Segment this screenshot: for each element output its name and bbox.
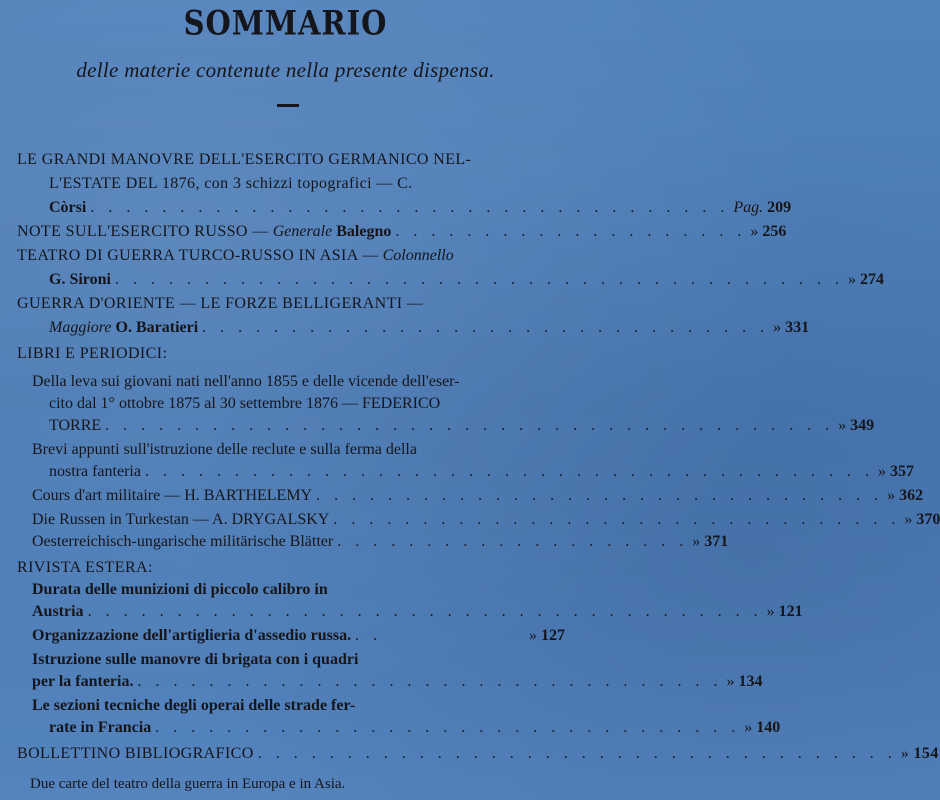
page-subtitle: delle materie contenute nella presente dispensa. [76, 58, 495, 82]
rivista-item-3-line2: per la fanteria. [32, 673, 134, 690]
leader-dots: . . . . . . . . . . . . . . . . . . . . . . . . . . . . . . . . . . . . . . . . . [105, 417, 835, 434]
entry-3-line1-row [17, 246, 565, 266]
rivista-item-4-page: 140 [756, 719, 781, 736]
rivista-item-1-page-prefix: » [766, 603, 775, 620]
entry-1-line2: L'ESTATE DEL 1876, con 3 schizzi topografici — C. [49, 175, 413, 192]
entry-4-page: 331 [785, 319, 810, 336]
libri-item-2-page: 357 [889, 463, 914, 480]
entry-4-title: GUERRA D'ORIENTE — LE FORZE BELLIGERANTI — [17, 295, 424, 312]
bollettino-page-prefix: » [900, 745, 910, 762]
title-divider [277, 104, 299, 107]
rivista-item-1-row [32, 602, 803, 622]
entry-3-title: TEATRO DI GUERRA TURCO-RUSSO IN ASIA — [17, 247, 379, 264]
libri-item-5-title: Oesterreichisch-ungarische militärische Blätter [32, 533, 334, 550]
leader-dots: . . . . . . . . . . . . . . . . . . . . . . . . . . . . . . . . [316, 487, 884, 504]
entry-4-rank: Maggiore [49, 319, 112, 336]
rivista-item-4-page-prefix: » [744, 719, 753, 736]
leader-dots: . . . . . . . . . . . . . . . . . . . . [395, 223, 747, 240]
bollettino-page: 154 [913, 745, 939, 762]
leader-dots: . . . . . . . . . . . . . . . . . . . . . . . . . . . . . . . . . . . . [90, 199, 730, 216]
libri-item-4-page-prefix: » [904, 511, 913, 528]
entry-2-row [17, 222, 787, 242]
entry-3-author-row [49, 270, 884, 290]
libri-item-1-row [49, 416, 875, 436]
entry-4-author: O. Baratieri [115, 319, 199, 336]
rivista-item-4-line2: rate in Francia [49, 719, 152, 736]
libri-item-2-row [49, 462, 914, 482]
leader-dots: . . . . . . . . . . . . . . . . . . . . . . . . . . . . . . . . . . . . . . . . . [114, 271, 844, 288]
libri-item-3-row [32, 486, 924, 506]
libri-item-5-page-prefix: » [692, 533, 701, 550]
libri-item-4-title: Die Russen in Turkestan — A. DRYGALSKY [32, 511, 330, 528]
rivista-item-4-row [49, 718, 781, 738]
entry-2-author: Balegno [336, 223, 392, 240]
libri-item-3-page-prefix: » [887, 487, 896, 504]
rivista-item-1-page: 121 [778, 603, 803, 620]
libri-item-3-page: 362 [899, 487, 924, 504]
libri-item-1-page-prefix: » [838, 417, 847, 434]
bollettino-row [17, 744, 939, 764]
entry-2-title: NOTE SULL'ESERCITO RUSSO — [17, 223, 269, 240]
libri-item-2-page-prefix: » [877, 463, 886, 480]
leader-dots: . . . . . . . . . . . . . . . . . . . . . . . . . . . . . . . . . [137, 673, 723, 690]
rivista-item-2-page: 127 [541, 627, 565, 644]
libri-item-5-row [32, 532, 729, 552]
entry-2-rank: Generale [272, 223, 333, 240]
leader-dots: . . . . . . . . . . . . . . . . . . . . . . . . . . . . . . . . [202, 319, 770, 336]
libri-item-2-line2: nostra fanteria [49, 463, 141, 480]
entry-1-pag-label: Pag. [733, 199, 764, 216]
entry-1-line1: LE GRANDI MANOVRE DELL'ESERCITO GERMANICO NEL- [17, 151, 472, 168]
rivista-item-1-line2: Austria [32, 603, 84, 620]
rivista-heading: RIVISTA ESTERA: [17, 559, 153, 576]
page-title: SOMMARIO [183, 3, 388, 43]
rivista-item-2-row [32, 626, 565, 646]
libri-item-5-page: 371 [704, 533, 729, 550]
entry-1-author-row [49, 198, 792, 218]
footer-note: Due carte del teatro della guerra in Europa e in Asia. [30, 776, 346, 792]
leader-dots: . . . . . . . . . . . . . . . . . . . . . . . . . . . . . . . . . [155, 719, 741, 736]
rivista-item-3-line1: Istruzione sulle manovre di brigata con i quadri [32, 651, 359, 668]
rivista-item-2-page-prefix: » [529, 627, 537, 644]
rivista-item-3-row [32, 672, 763, 692]
libri-item-4-row [32, 510, 940, 530]
libri-item-1-line2: cito dal 1° ottobre 1875 al 30 settembre 1876 — FEDERICO [49, 395, 441, 412]
libri-item-1-line1: Della leva sui giovani nati nell'anno 1855 e delle vicende dell'eser- [32, 373, 460, 390]
libri-item-1-page: 349 [850, 417, 875, 434]
rivista-item-2-title: Organizzazione dell'artiglieria d'assedio russa. [32, 627, 352, 644]
rivista-item-3-page-prefix: » [726, 673, 735, 690]
rivista-item-3-page: 134 [738, 673, 763, 690]
rivista-item-4-line1: Le sezioni tecniche degli operai delle strade fer- [32, 697, 356, 714]
leader-dots: . . . . . . . . . . . . . . . . . . . . . . . . . . . . . . . . . . . . [257, 745, 897, 762]
entry-2-page-prefix: » [750, 223, 759, 240]
libri-heading: LIBRI E PERIODICI: [17, 345, 168, 362]
leader-dots: . . . . . . . . . . . . . . . . . . . . [337, 533, 689, 550]
entry-2-page: 256 [762, 223, 787, 240]
entry-3-rank: Colonnello [382, 247, 454, 264]
leader-dots: . . . . . . . . . . . . . . . . . . . . . . . . . . . . . . . . . . . . . . [87, 603, 763, 620]
entry-3-page-prefix: » [847, 271, 856, 288]
leader-dots: . . [355, 627, 383, 644]
libri-item-2-line1: Brevi appunti sull'istruzione delle reclute e sulla ferma della [32, 441, 417, 458]
libri-item-3-title: Cours d'art militaire — H. BARTHELEMY [32, 487, 313, 504]
entry-1-page: 209 [767, 199, 792, 216]
leader-dots: . . . . . . . . . . . . . . . . . . . . . . . . . . . . . . . . [333, 511, 901, 528]
libri-item-4-page: 370 [916, 511, 940, 528]
entry-1-author: Còrsi [49, 199, 87, 216]
entry-3-author: G. Sironi [49, 271, 111, 288]
bollettino-label: BOLLETTINO BIBLIOGRAFICO [17, 745, 254, 762]
libri-item-1-line3: TORRE [49, 417, 102, 434]
entry-4-author-row [49, 318, 810, 338]
entry-4-page-prefix: » [773, 319, 782, 336]
entry-3-page: 274 [859, 271, 884, 288]
rivista-item-1-line1: Durata delle munizioni di piccolo calibro in [32, 581, 328, 598]
leader-dots: . . . . . . . . . . . . . . . . . . . . . . . . . . . . . . . . . . . . . . . . . [144, 463, 874, 480]
